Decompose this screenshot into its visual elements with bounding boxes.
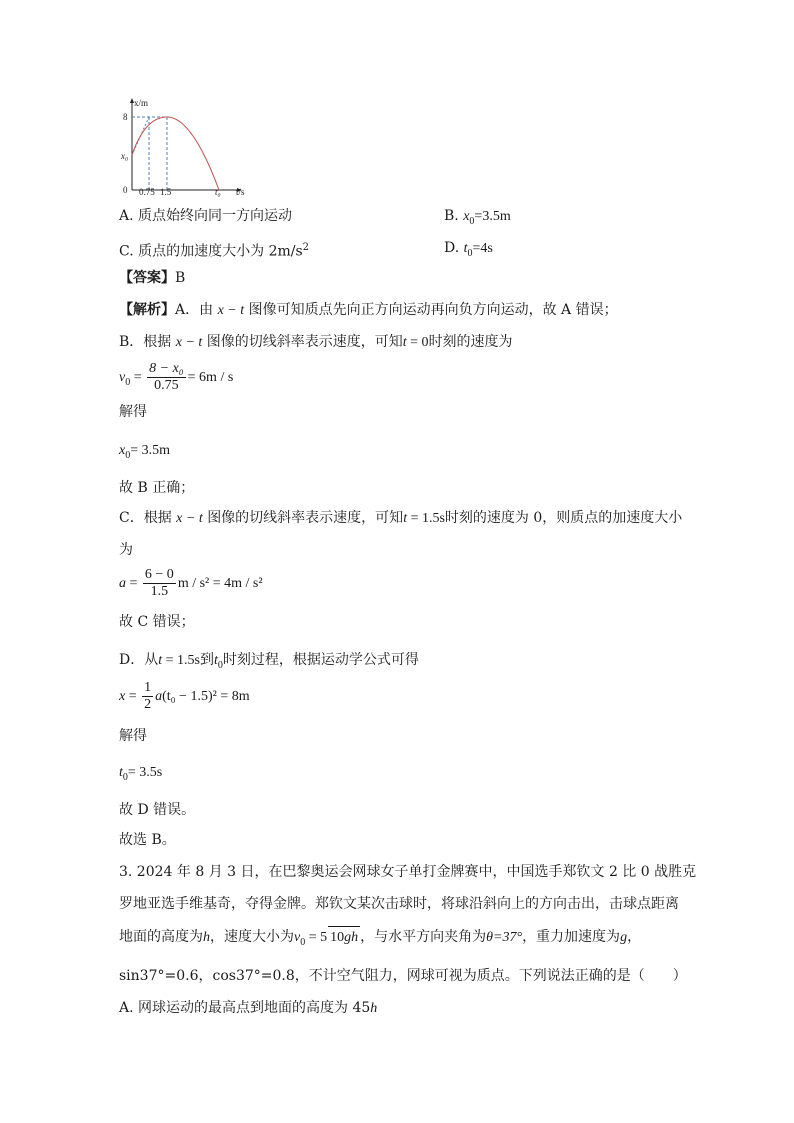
question3-line4: sin37°=0.6，cos37°=0.8，不计空气阻力，网球可视为质点。下列说法正确的是（ ） <box>119 968 687 984</box>
question3-option-a: A. 网球运动的最高点到地面的高度为 45h <box>119 1000 378 1016</box>
question3-line2: 罗地亚选手维基奇，夺得金牌。郑钦文某次击球时，将球沿斜向上的方向击出，击球点距离 <box>119 896 679 912</box>
x-tick-t0: t₀ <box>215 187 221 197</box>
option-d: D. $t_0=4s$ <box>444 240 493 259</box>
y-axis-label: x/m <box>134 98 149 108</box>
equation-x0: $x_0= 3.5m$ <box>119 443 171 461</box>
equation-a: a = $\frac{6 - 0}{1.5}$ m / s² = 4m / s² <box>119 566 263 599</box>
option-a: A. 质点始终向同一方向运动 <box>119 208 293 224</box>
equation-v0: $v_0$ = $\frac{\text{8 − x₀}}{0.75}$ = 6m / s <box>119 360 234 393</box>
analysis-b-conclusion: 故 B 正确； <box>119 480 195 496</box>
equation-t0: $t_0= 3.5s$ <box>119 765 163 783</box>
x-t-graph <box>112 96 262 198</box>
analysis-d-conclusion: 故 D 错误。 <box>119 802 196 818</box>
origin-label: 0 <box>123 185 128 195</box>
analysis-a: 【解析】A．由 x − t 图像可知质点先向正方向运动再向负方向运动，故 A 错误； <box>119 302 618 318</box>
analysis-c-cont: 为 <box>119 542 133 558</box>
solve-label-2: 解得 <box>119 728 147 744</box>
solve-label-1: 解得 <box>119 404 147 420</box>
analysis-b: B．根据 x − t 图像的切线斜率表示速度，可知t = 0时刻的速度为 <box>119 334 513 350</box>
option-c: C. 质点的加速度大小为 $2m/s^2$ <box>119 242 310 260</box>
analysis-d: D．从t = 1.5s到$t_0$时刻过程，根据运动学公式可得 <box>119 652 419 671</box>
x-axis-label: t/s <box>236 187 245 197</box>
y-tick-x0: x₀ <box>121 151 129 161</box>
x-tick-075: 0.75 <box>139 187 155 197</box>
final-answer: 故选 B。 <box>119 832 176 848</box>
analysis-c-conclusion: 故 C 错误； <box>119 614 195 630</box>
y-tick-8: 8 <box>123 112 128 122</box>
x-t-curve <box>132 117 219 190</box>
question3-line1: 3. 2024 年 8 月 3 日，在巴黎奥运会网球女子单打金牌赛中，中国选手郑钦文 2 比 0 战胜克 <box>119 864 697 880</box>
answer-line: 【答案】B <box>119 270 186 286</box>
analysis-c: C．根据 x − t 图像的切线斜率表示速度，可知t = 1.5s时刻的速度为 0，则质点的加速度大小 <box>119 510 683 526</box>
question3-line3: 地面的高度为h，速度大小为$v_0 = 5$ 10gh ，与水平方向夹角为θ=37°，重力加速度为g， <box>119 926 641 953</box>
x-tick-15: 1.5 <box>160 187 172 197</box>
option-b: B. $x_0=3.5m$ <box>444 208 511 227</box>
equation-x: x = $\frac{1}{2}$ a(t₀ − 1.5)² = 8m <box>119 679 250 712</box>
